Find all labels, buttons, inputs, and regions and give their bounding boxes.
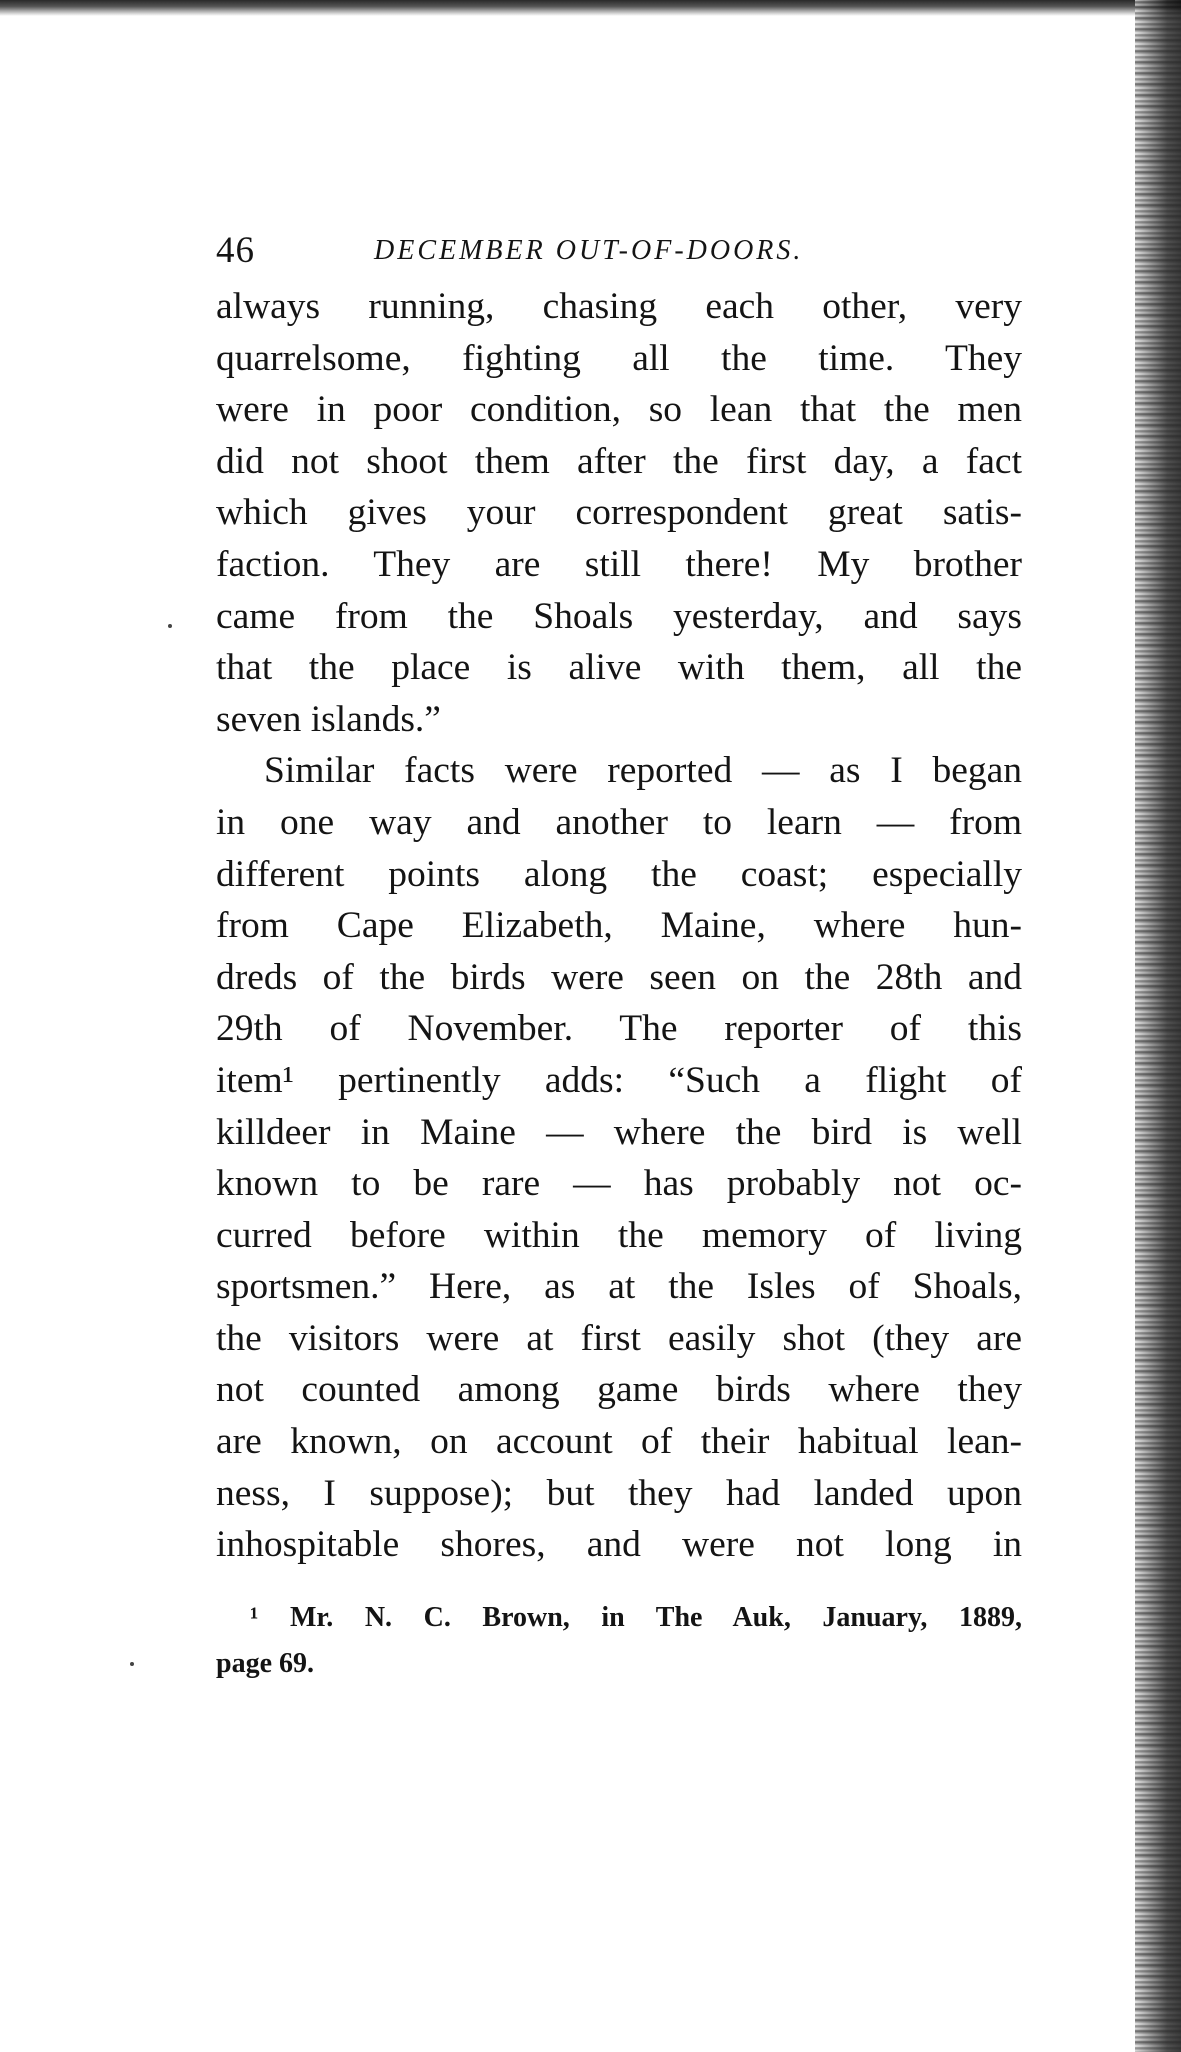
running-title: DECEMBER OUT-OF-DOORS. [374,235,804,266]
text-line: 29th of November. The reporter of this [216,1008,1022,1050]
text-line: that the place is alive with them, all the [216,647,1022,689]
text-line: killdeer in Maine — where the bird is well [216,1111,1022,1153]
scan-right-edge [1135,0,1181,2052]
text-line: seven islands.” [216,698,441,740]
scan-speck [130,1662,134,1666]
running-head [216,225,1022,281]
text-line: dreds of the birds were seen on the 28th and [216,956,1022,998]
text-line: not counted among game birds where they [216,1369,1022,1411]
text-line: ness, I suppose); but they had landed upon [216,1472,1022,1514]
scan-top-edge [0,0,1181,16]
text-line: from Cape Elizabeth, Maine, where hun- [216,905,1022,947]
text-line: Similar facts were reported — as I began [264,750,1022,792]
text-line: the visitors were at first easily shot (they are [216,1317,1022,1359]
text-line: different points along the coast; especially [216,853,1022,895]
book-page [216,225,1022,1687]
body-text [216,281,1022,1571]
text-line: sportsmen.” Here, as at the Isles of Shoals, [216,1266,1022,1308]
page-number: 46 [216,230,255,271]
footnote-line: ¹ Mr. N. C. Brown, in The Auk, January, 1889, [250,1601,1022,1633]
text-line: item¹ pertinently adds: “Such a flight of [216,1059,1022,1101]
text-line: quarrelsome, fighting all the time. They [216,337,1022,379]
text-line: known to be rare — has probably not oc- [216,1163,1022,1205]
text-line: faction. They are still there! My brother [216,543,1022,585]
text-line: inhospitable shores, and were not long in [216,1524,1022,1566]
footnote [216,1595,1022,1687]
text-line: curred before within the memory of living [216,1214,1022,1256]
text-line: in one way and another to learn — from [216,801,1022,843]
text-line: are known, on account of their habitual lean- [216,1421,1022,1463]
footnote-line: page 69. [216,1647,314,1679]
text-line: did not shoot them after the first day, a fact [216,440,1022,482]
text-line: always running, chasing each other, very [216,286,1022,327]
text-line: came from the Shoals yesterday, and says [216,595,1022,637]
text-line: which gives your correspondent great satis- [216,492,1022,534]
text-line: were in poor condition, so lean that the men [216,389,1022,431]
scan-speck [168,624,172,628]
